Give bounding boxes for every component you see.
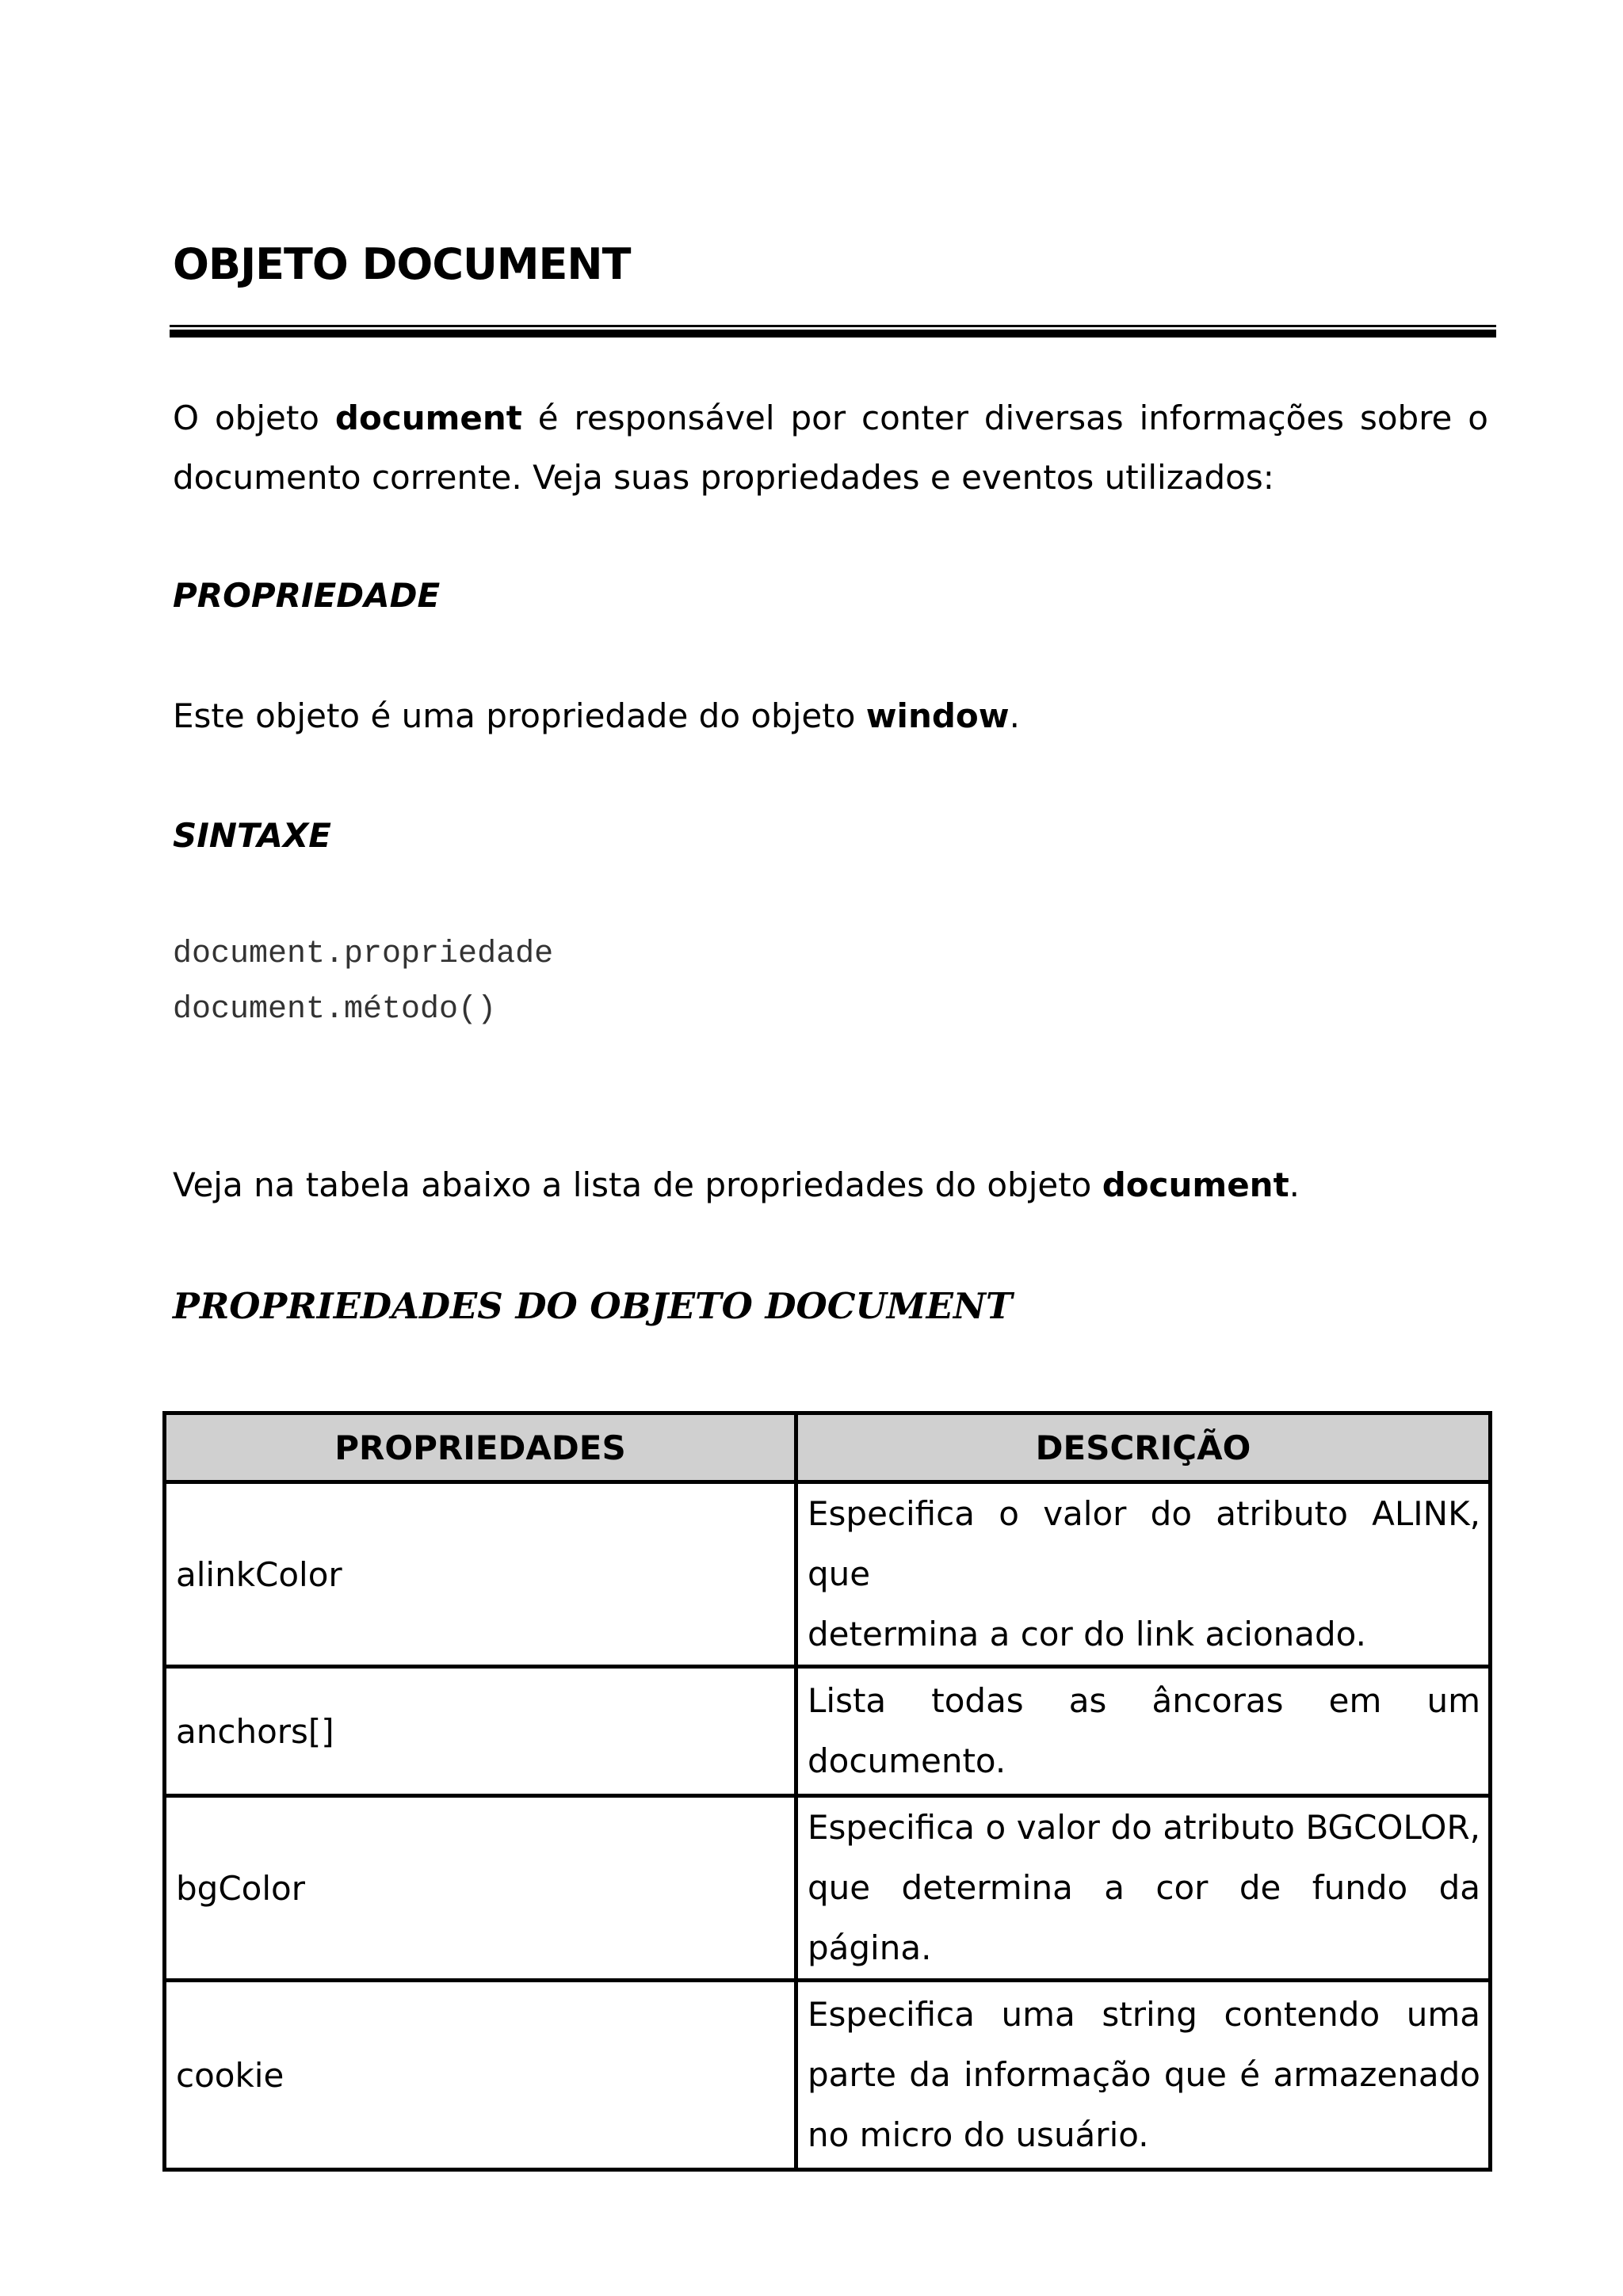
- property-description: [796, 1981, 1491, 2170]
- table-row: [165, 1796, 1491, 1981]
- description-line: Lista todas as âncoras em um: [808, 1681, 1480, 1720]
- header-descricao: DESCRIÇÃO: [796, 1413, 1491, 1482]
- description-line: parte da informação que é armazenado: [808, 2055, 1480, 2094]
- table-intro-text-2: .: [1289, 1165, 1300, 1204]
- property-name: anchors[]: [165, 1667, 796, 1796]
- description-line: Especifica uma string contendo uma: [808, 1995, 1480, 2034]
- intro-text-1: O objeto: [173, 399, 335, 437]
- code-line-2: document.método(): [173, 992, 497, 1028]
- property-description: [796, 1482, 1491, 1667]
- table-intro-text-1: Veja na tabela abaixo a lista de propriedades do objeto: [173, 1165, 1102, 1204]
- table-row: [165, 1667, 1491, 1796]
- propriedade-bold-window: window: [865, 696, 1010, 735]
- heading-sintaxe: SINTAXE: [173, 816, 331, 855]
- description-line: no micro do usuário.: [808, 2115, 1149, 2154]
- intro-line-2: documento corrente. Veja suas propriedades e eventos utilizados:: [173, 458, 1274, 497]
- property-name: alinkColor: [165, 1482, 796, 1667]
- propriedade-text: [173, 692, 1020, 740]
- description-line: Especifica o valor do atributo ALINK, que: [808, 1494, 1480, 1593]
- table-heading: PROPRIEDADES DO OBJETO DOCUMENT: [173, 1285, 1013, 1327]
- heading-propriedade: PROPRIEDADE: [173, 576, 441, 615]
- title-rule-thick: [170, 330, 1496, 338]
- intro-bold-document: document: [334, 399, 522, 437]
- property-name: bgColor: [165, 1796, 796, 1981]
- code-line-1: document.propriedade: [173, 936, 554, 972]
- page-title: OBJETO DOCUMENT: [173, 239, 631, 289]
- property-description: [796, 1796, 1491, 1981]
- header-propriedades: PROPRIEDADES: [165, 1413, 796, 1482]
- propriedade-text-1: Este objeto é uma propriedade do objeto: [173, 696, 866, 735]
- intro-text-2: é responsável por conter diversas informações sobre o: [521, 399, 1488, 437]
- title-rule-thin: [170, 325, 1496, 327]
- table-intro-text: [173, 1161, 1300, 1209]
- description-line: Especifica o valor do atributo BGCOLOR,: [808, 1808, 1480, 1847]
- propriedade-text-2: .: [1009, 696, 1020, 735]
- intro-paragraph: [173, 388, 1488, 507]
- description-line: que determina a cor de fundo da página.: [808, 1868, 1480, 1967]
- intro-line-1: [173, 388, 1488, 448]
- description-line: documento.: [808, 1741, 1006, 1780]
- property-name: cookie: [165, 1981, 796, 2170]
- table-header-row: [165, 1413, 1491, 1482]
- properties-table: [162, 1411, 1492, 2172]
- table-row: [165, 1981, 1491, 2170]
- description-line: determina a cor do link acionado.: [808, 1615, 1366, 1653]
- property-description: [796, 1667, 1491, 1796]
- table-row: [165, 1482, 1491, 1667]
- table-intro-bold-document: document: [1102, 1165, 1289, 1204]
